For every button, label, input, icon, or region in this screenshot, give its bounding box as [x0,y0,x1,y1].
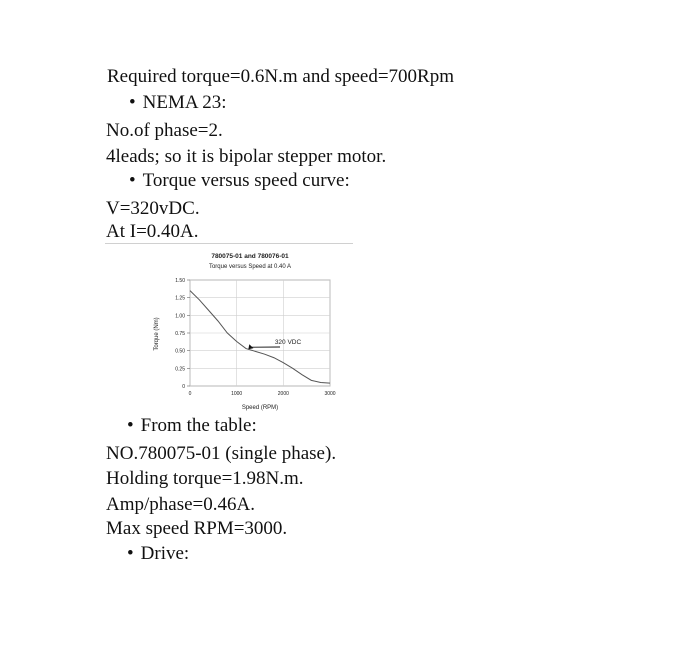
text-line-11: Amp/phase=0.46A. [106,494,255,515]
y-axis-label: Torque (Nm) [154,317,160,351]
text-line-9: NO.780075-01 (single phase). [106,443,337,464]
text-line-2: • NEMA 23: [129,92,227,114]
text-line-10: Holding torque=1.98N.m. [106,468,304,489]
text-line-3: No.of phase=2. [106,120,223,141]
torque-speed-chart [150,246,360,418]
chart-subtitle: Torque versus Speed at 0.40 A [208,264,292,270]
text-line-4: 4leads; so it is bipolar stepper motor. [106,146,387,167]
text-line-1: Required torque=0.6N.m and speed=700Rpm [107,66,455,87]
x-axis-label: Speed (RPM) [241,405,279,411]
y-tick-label: 0 [182,384,185,390]
series-line [190,291,330,384]
x-tick-label: 3000 [324,391,336,397]
divider-line [105,243,353,244]
text-line-6: V=320vDC. [106,198,200,219]
annotation-label: 320 VDC [274,339,302,346]
chart-title: 780075-01 and 780076-01 [211,253,289,260]
annotation-arrow-head [248,344,253,349]
text-line-7: At I=0.40A. [106,221,199,242]
x-tick-label: 0 [188,391,192,397]
x-tick-label: 1000 [231,391,243,397]
text-line-12: Max speed RPM=3000. [106,518,288,539]
y-tick-label: 1.00 [175,313,185,320]
text-line-13: • Drive: [127,543,189,565]
y-tick-label: 1.25 [175,295,185,302]
text-line-5: • Torque versus speed curve: [129,170,350,192]
y-tick-label: 0.75 [175,331,185,337]
chart-svg [150,246,360,418]
y-tick-label: 0.25 [175,366,185,373]
y-tick-label: 1.50 [175,278,185,284]
x-tick-label: 2000 [277,391,289,397]
y-tick-label: 0.50 [175,348,185,355]
text-line-8: • From the table: [127,415,257,437]
